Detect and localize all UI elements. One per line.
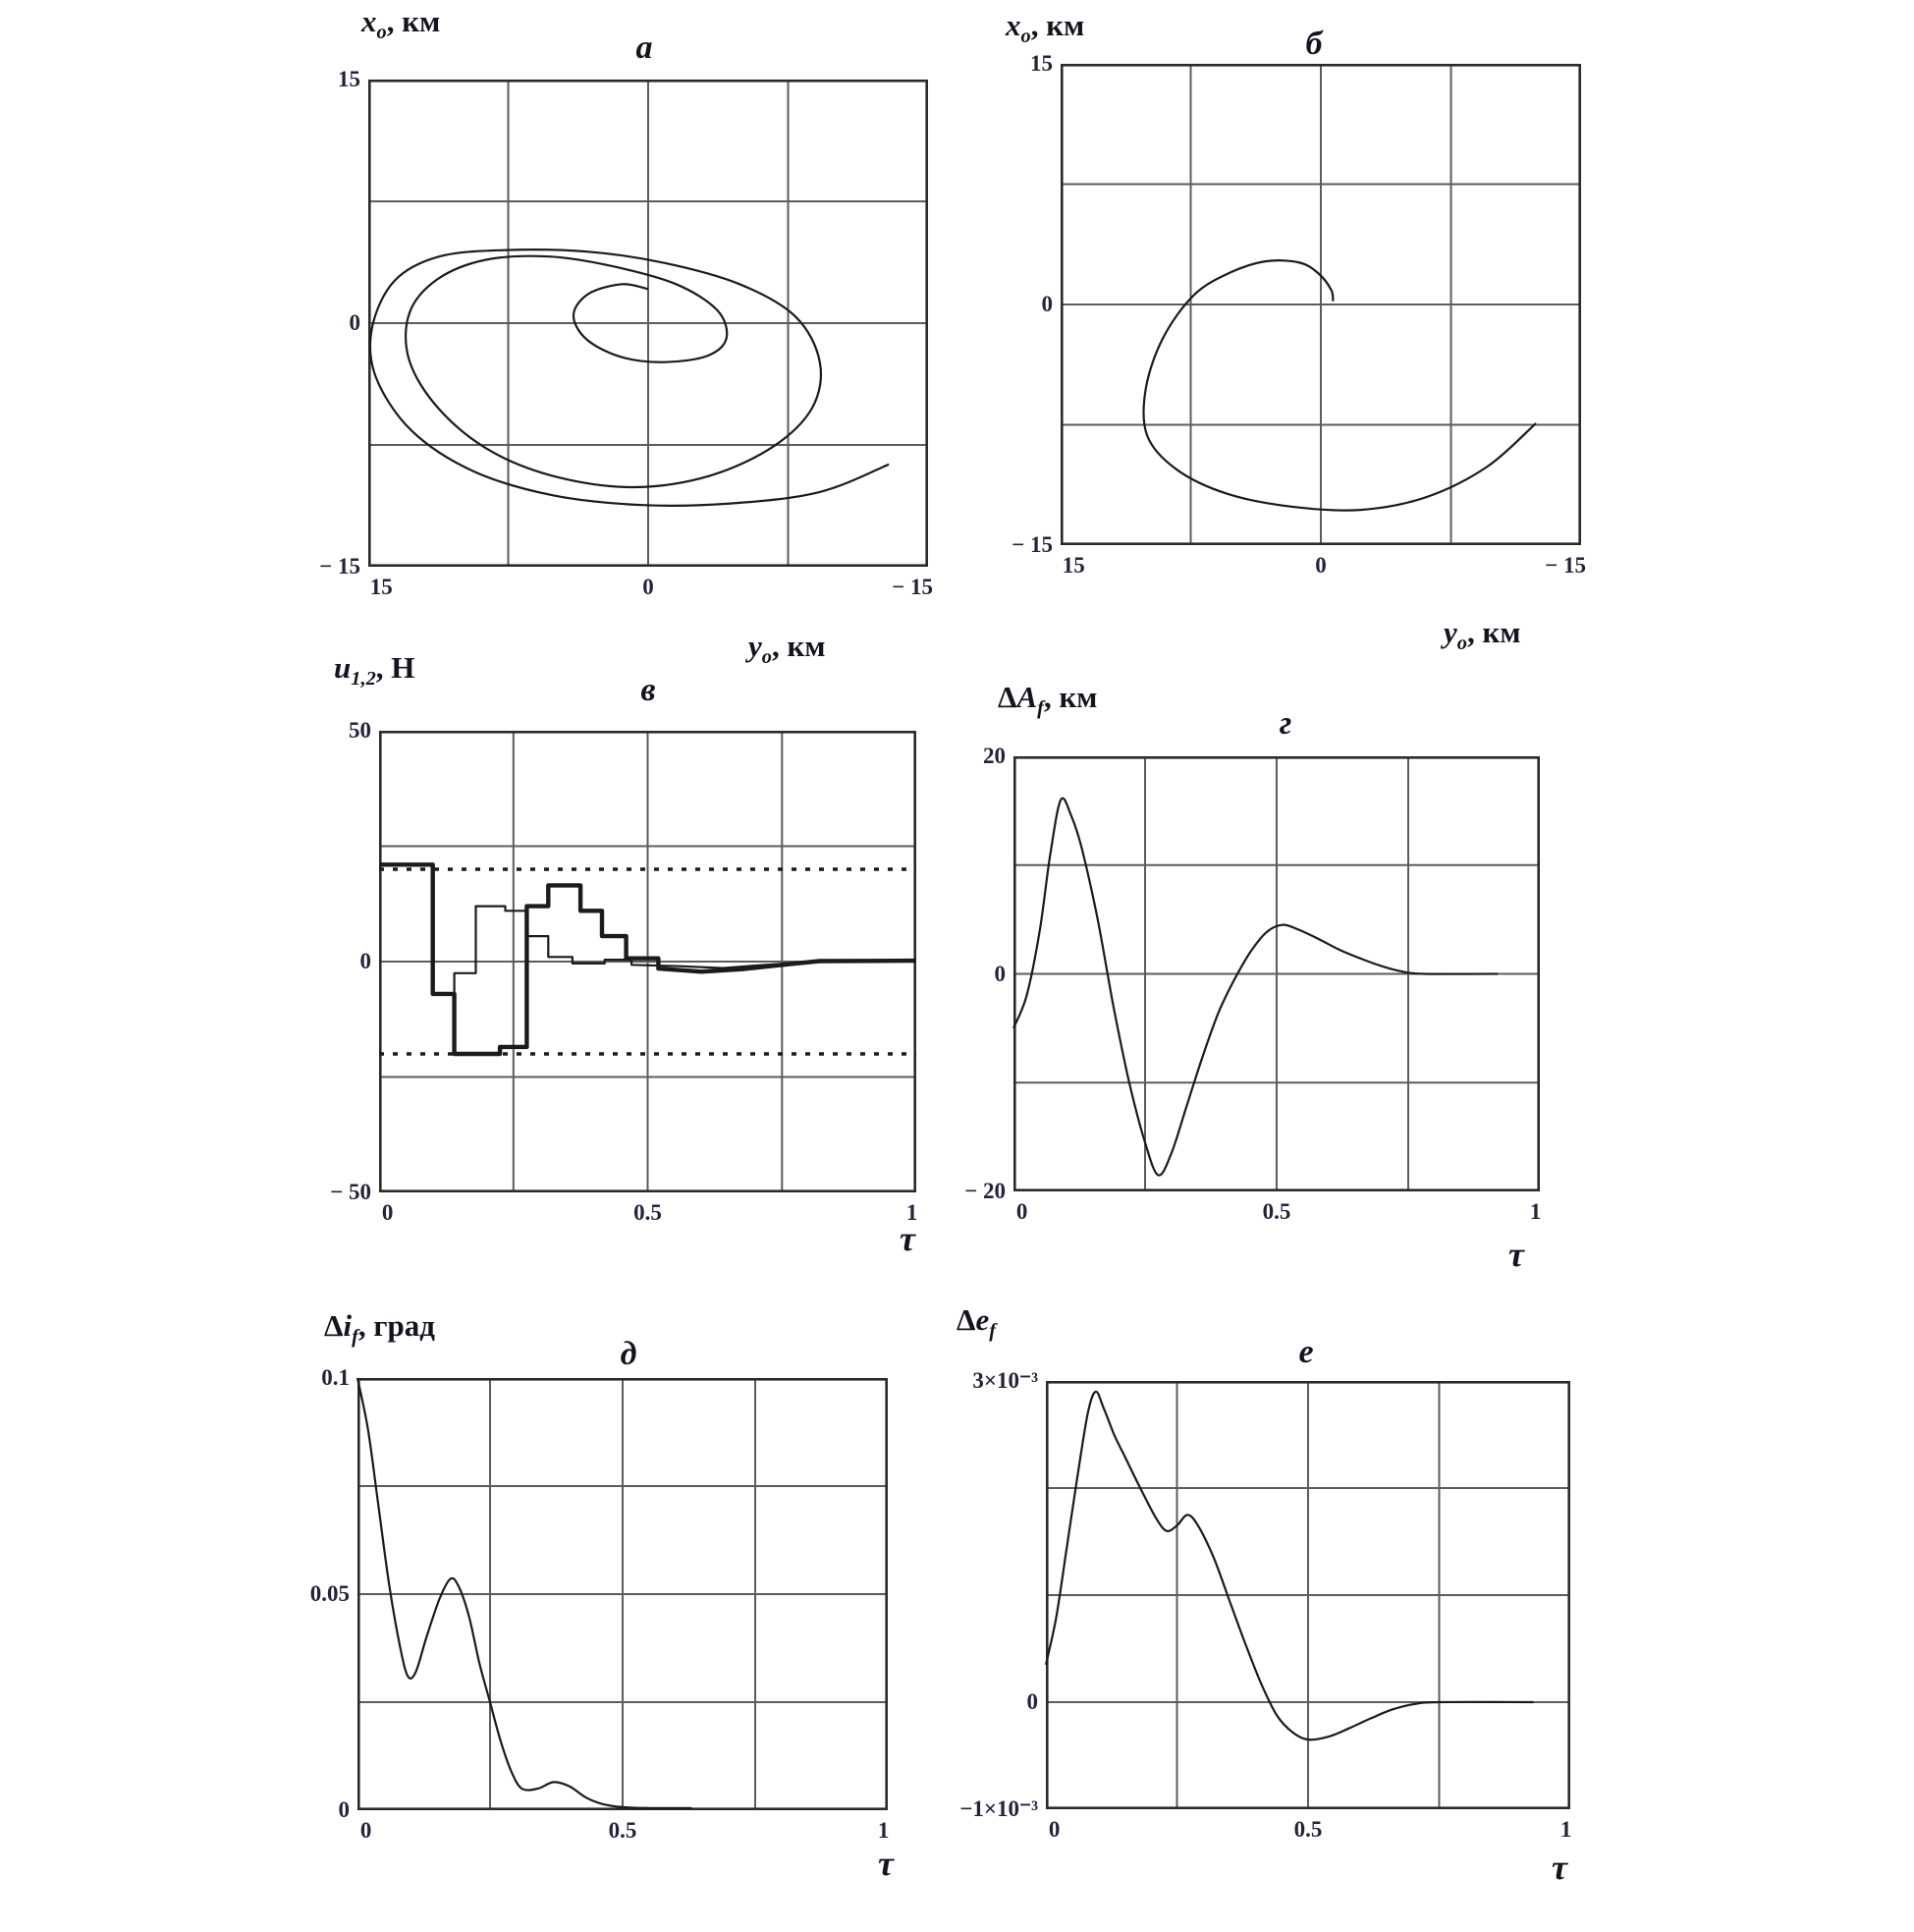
label-symbol: e [975, 1302, 990, 1337]
x-tick-a: 0 [642, 575, 654, 599]
label-symbol: τ [1552, 1848, 1567, 1887]
delta-symbol: Δ [957, 1302, 976, 1337]
y-tick-e: 0 [1026, 1689, 1038, 1714]
x-tick-e: 0.5 [1293, 1817, 1323, 1842]
label-unit: , Н [375, 650, 415, 685]
y-axis-label-v [334, 650, 414, 690]
y-tick-d: 0.05 [309, 1581, 350, 1606]
x-axis-label-d [878, 1843, 894, 1884]
y-tick-a: − 15 [319, 554, 360, 579]
plot-d-canvas [357, 1378, 888, 1810]
x-tick-b: 0 [1315, 553, 1327, 578]
y-tick-b: − 15 [1012, 532, 1053, 557]
plot-e-canvas [1046, 1381, 1570, 1809]
y-axis-label-g [998, 680, 1097, 720]
y-tick-b: 0 [1041, 292, 1053, 316]
x-tick-e: 0 [1048, 1817, 1061, 1842]
x-tick-e: 1 [1559, 1817, 1572, 1842]
label-subscript: f [989, 1320, 997, 1343]
label-unit: , град [357, 1308, 435, 1343]
y-axis-label-a [361, 4, 440, 44]
plot-title-d: д [620, 1336, 637, 1372]
x-tick-g: 0 [1015, 1199, 1028, 1224]
plot-g-canvas [1013, 756, 1540, 1191]
x-tick-d: 1 [877, 1818, 890, 1843]
y-tick-e: −1×10⁻³ [959, 1796, 1038, 1821]
series-delta-A [1013, 799, 1498, 1176]
series-trajectory-spiral [370, 249, 889, 506]
y-axis-label-e [957, 1302, 996, 1343]
label-symbol: τ [900, 1219, 915, 1258]
plot-title-g: г [1279, 705, 1292, 742]
y-tick-g: 20 [983, 744, 1006, 768]
x-tick-v: 0.5 [633, 1200, 662, 1225]
y-tick-d: 0.1 [321, 1365, 350, 1390]
x-axis-label-b [1444, 615, 1520, 655]
series-delta-e [1046, 1392, 1534, 1739]
label-symbol: x [1006, 8, 1021, 42]
label-subscript: o [761, 646, 772, 669]
label-symbol: τ [878, 1844, 894, 1883]
plot-b-canvas [1061, 64, 1581, 545]
y-tick-e: 3×10⁻³ [972, 1368, 1038, 1393]
x-tick-b: 15 [1062, 553, 1085, 578]
plot-title-v: в [640, 672, 656, 708]
label-subscript: f [1037, 697, 1044, 720]
plot-title-b: б [1305, 26, 1323, 62]
label-subscript: o [1456, 633, 1467, 655]
label-symbol: i [343, 1308, 353, 1343]
y-tick-v: 50 [349, 718, 371, 743]
label-unit: , км [1043, 680, 1098, 714]
label-unit: , км [386, 4, 441, 38]
plot-title-a: а [635, 29, 653, 66]
x-tick-a: − 15 [892, 575, 934, 599]
x-axis-label-v [900, 1218, 915, 1259]
label-symbol: τ [1508, 1235, 1524, 1274]
delta-symbol: Δ [324, 1308, 344, 1343]
plot-title-e: е [1298, 1334, 1314, 1370]
label-subscript: o [1020, 26, 1031, 48]
plot-v-canvas [379, 731, 916, 1192]
label-symbol: A [1016, 680, 1038, 714]
series-trajectory-spiral [1143, 260, 1536, 511]
label-symbol: u [334, 650, 352, 685]
label-subscript: o [376, 22, 387, 44]
x-tick-d: 0 [359, 1818, 372, 1843]
y-axis-label-b [1006, 8, 1084, 48]
label-symbol: x [361, 4, 377, 38]
y-tick-g: 0 [994, 961, 1006, 986]
y-tick-a: 15 [338, 67, 360, 91]
x-axis-label-g [1508, 1234, 1524, 1275]
y-tick-d: 0 [338, 1797, 350, 1822]
label-unit: , км [771, 629, 826, 663]
plot-a-canvas [368, 80, 928, 567]
y-tick-b: 15 [1030, 51, 1053, 76]
series-delta-i [357, 1378, 691, 1808]
x-tick-a: 15 [369, 575, 393, 599]
label-unit: , км [1030, 8, 1085, 42]
label-subscript: f [352, 1326, 358, 1349]
label-unit: , км [1466, 615, 1521, 649]
x-tick-g: 1 [1529, 1199, 1542, 1224]
y-axis-label-d [324, 1308, 435, 1349]
y-tick-a: 0 [349, 310, 360, 335]
x-tick-b: − 15 [1545, 553, 1587, 578]
label-symbol: y [748, 629, 762, 663]
y-tick-v: − 50 [330, 1180, 371, 1204]
y-tick-v: 0 [359, 949, 371, 973]
y-tick-g: − 20 [964, 1179, 1006, 1203]
x-axis-label-e [1552, 1847, 1567, 1888]
label-subscript: 1,2 [351, 668, 376, 690]
x-axis-label-a [748, 629, 825, 669]
x-tick-v: 1 [905, 1200, 918, 1225]
label-symbol: y [1444, 615, 1457, 649]
delta-symbol: Δ [998, 680, 1017, 714]
x-tick-g: 0.5 [1262, 1199, 1291, 1224]
x-tick-d: 0.5 [608, 1818, 637, 1843]
x-tick-v: 0 [381, 1200, 394, 1225]
